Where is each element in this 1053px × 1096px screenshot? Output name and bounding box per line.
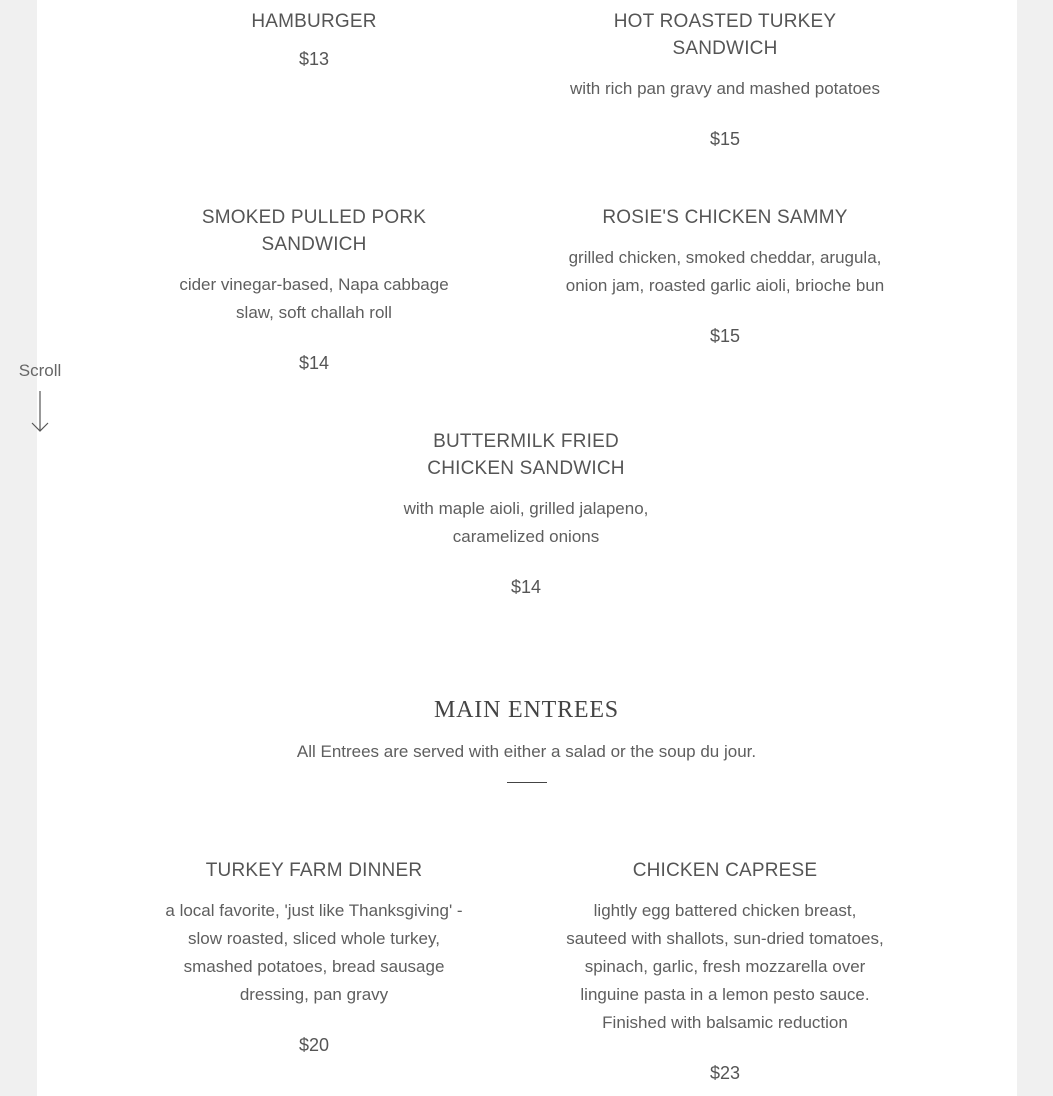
menu-item-rosies-chicken-sammy <box>565 204 885 348</box>
scroll-hint[interactable] <box>14 360 66 433</box>
menu-item-hamburger <box>154 8 474 71</box>
menu-item-description: with maple aioli, grilled jalapeno, caramelized onions <box>403 499 649 546</box>
menu-item-price: $13 <box>298 49 330 69</box>
menu-item-description: cider vinegar-based, Napa cabbage slaw, soft challah roll <box>179 275 449 322</box>
section-title-main-entrees: MAIN ENTREES <box>434 697 619 723</box>
menu-item-description: lightly egg battered chicken breast, sauteed with shallots, sun-dried tomatoes, spinach, garlic, fresh mozzarella over linguine pasta in a lemon pesto sauce. Finished with balsamic reduction <box>566 901 884 1032</box>
menu-item-smoked-pulled-pork <box>154 204 474 375</box>
menu-item-name: ROSIE'S CHICKEN SAMMY <box>602 207 848 228</box>
arrow-down-icon <box>30 391 50 433</box>
menu-item-price: $20 <box>298 1035 330 1055</box>
menu-item-price: $23 <box>709 1063 741 1083</box>
menu-item-price: $15 <box>709 326 741 346</box>
menu-item-name: HAMBURGER <box>251 11 377 32</box>
scroll-label: Scroll <box>18 361 62 380</box>
menu-item-turkey-farm-dinner <box>154 857 474 1057</box>
menu-item-description: with rich pan gravy and mashed potatoes <box>570 79 880 98</box>
menu-item-chicken-caprese <box>565 857 885 1085</box>
menu-item-description: grilled chicken, smoked cheddar, arugula, onion jam, roasted garlic aioli, brioche bun <box>565 248 885 295</box>
menu-item-description: a local favorite, 'just like Thanksgiving' - slow roasted, sliced whole turkey, smashed potatoes, bread sausage dressing, pan gravy <box>165 901 463 1004</box>
menu-item-name: CHICKEN CAPRESE <box>632 860 818 881</box>
menu-item-price: $14 <box>510 577 542 597</box>
section-note: All Entrees are served with either a salad or the soup du jour. <box>296 742 757 761</box>
menu-item-name: SMOKED PULLED PORK SANDWICH <box>201 207 427 255</box>
menu-item-buttermilk-fried-chicken <box>396 428 656 599</box>
menu-item-price: $15 <box>709 129 741 149</box>
menu-item-name: HOT ROASTED TURKEY SANDWICH <box>613 11 837 59</box>
section-divider <box>507 782 547 783</box>
menu-item-name: TURKEY FARM DINNER <box>205 860 423 881</box>
menu-item-price: $14 <box>298 353 330 373</box>
menu-item-hot-roasted-turkey <box>565 8 885 151</box>
menu-item-name: BUTTERMILK FRIED CHICKEN SANDWICH <box>427 431 625 479</box>
